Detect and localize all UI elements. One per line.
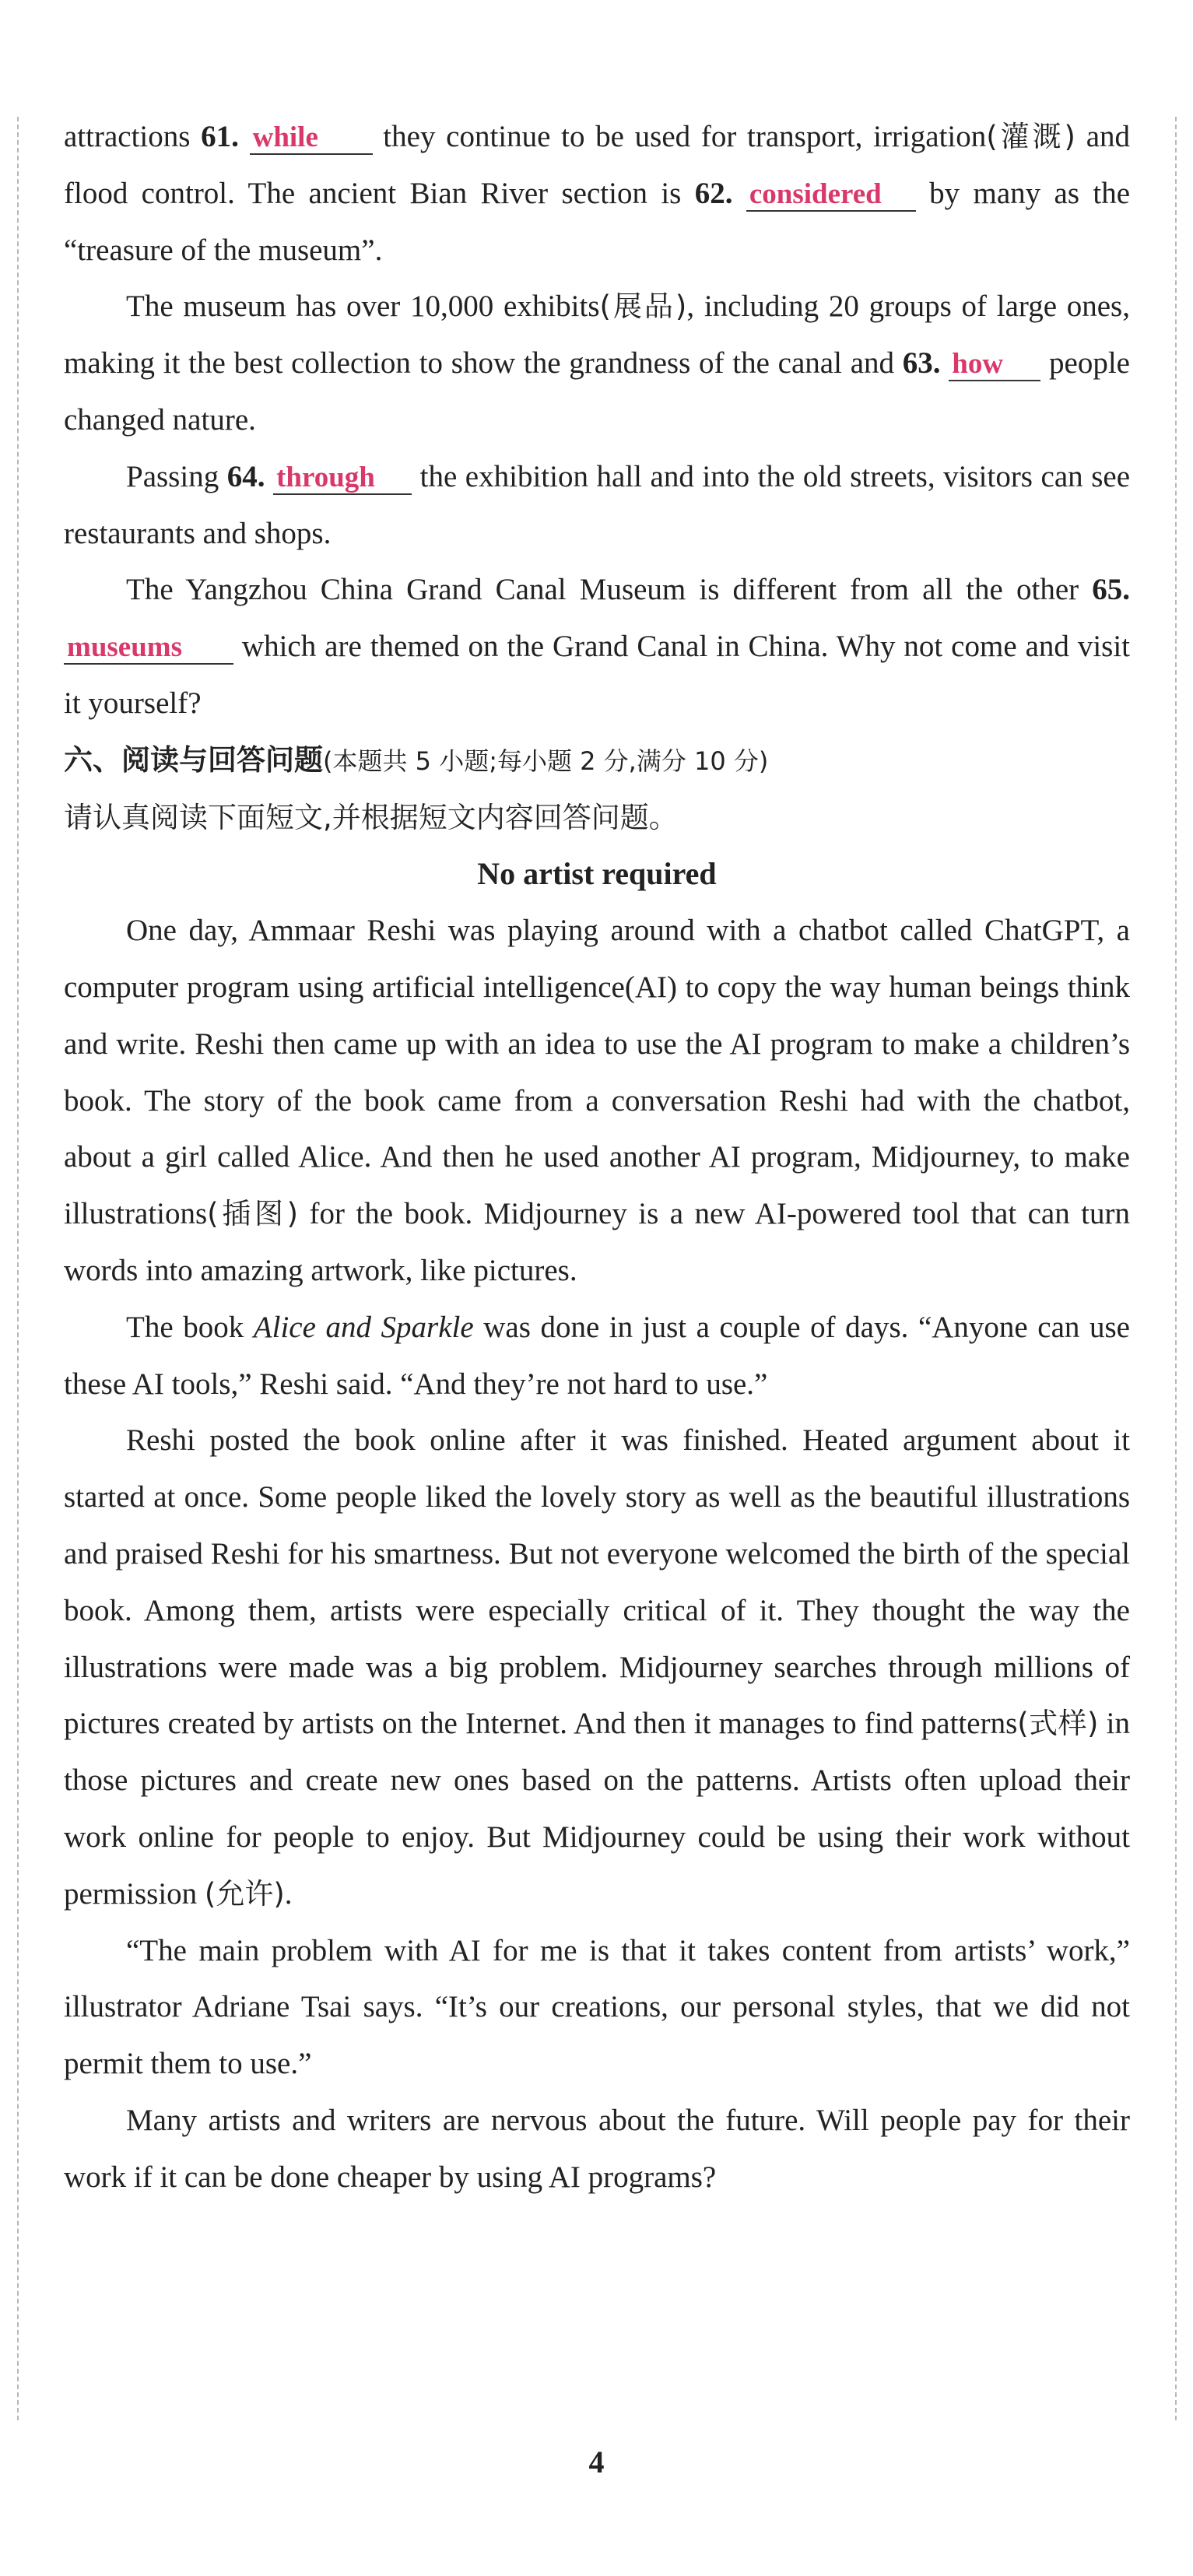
gloss-chinese: (允许)	[204, 1876, 285, 1911]
article-title: No artist required	[477, 856, 717, 892]
book-title: Alice and Sparkle	[253, 1310, 474, 1344]
section-scoring-note: (本题共 5 小题;每小题 2 分,满分 10 分)	[323, 746, 769, 776]
article-paragraph-4: “The main problem with AI for me is that it takes content from artists’ work,” illustrator Adriane Tsai says. “It’s our creations, our personal styles, that we did not permit them to use.”	[64, 1933, 1130, 2081]
page-number: 4	[588, 2444, 605, 2479]
cloze-paragraph-4: The Yangzhou China Grand Canal Museum is different from all the other 65. museums which are themed on the Grand Canal in China. Why not come and visit it yourself?	[64, 573, 1130, 720]
answer-blank-63: how	[949, 349, 1040, 381]
cloze-paragraph-2: The museum has over 10,000 exhibits(展品), including 20 groups of large ones, making it the best collection to show the grandness of the canal and 63. how people changed nature.	[64, 290, 1130, 437]
right-dashed-margin-line	[1175, 117, 1177, 2420]
section-instruction: 请认真阅读下面短文,并根据短文内容回答问题。	[64, 800, 678, 834]
article-paragraph-1: One day, Ammaar Reshi was playing around with a chatbot called ChatGPT, a computer program using artificial intelligence(AI) to copy the way human beings think and write. Reshi then came up with an idea to use the AI program to make a children’s book. The story of the book came from a conversation Reshi had with the chatbot, about a girl called Alice. And then he used another AI program, Midjourney, to make illustrations(插图) for the book. Midjourney is a new AI-powered tool that can turn words into amazing artwork, like pictures.	[64, 914, 1131, 1287]
question-number-61: 61.	[201, 120, 239, 153]
section-heading: 六、阅读与回答问题(本题共 5 小题;每小题 2 分,满分 10 分)	[64, 742, 769, 777]
question-number-63: 63.	[902, 346, 941, 381]
question-number-65: 65.	[1092, 573, 1130, 607]
left-dashed-margin-line	[17, 117, 19, 2420]
answer-blank-61: while	[250, 122, 373, 155]
article-paragraph-2: The book Alice and Sparkle was done in just a couple of days. “Anyone can use these AI tools,” Reshi said. “And they’re not hard to use.”	[64, 1310, 1130, 1401]
page-content	[64, 109, 1130, 2206]
cloze-paragraph-3: Passing 64. through the exhibition hall and into the old streets, visitors can see restaurants and shops.	[64, 459, 1131, 550]
answer-blank-65: museums	[64, 632, 233, 665]
article-paragraph-5: Many artists and writers are nervous about the future. Will people pay for their work if it can be done cheaper by using AI programs?	[64, 2103, 1130, 2194]
cloze-paragraph-1: attractions 61. while they continue to be used for transport, irrigation(灌溉) and flood control. The ancient Bian River section is 62. considered by many as the “treasure of the museum”.	[64, 120, 1131, 267]
gloss-chinese: (式样)	[1017, 1707, 1099, 1741]
gloss-chinese: (展品)	[599, 290, 687, 324]
article-paragraph-3: Reshi posted the book online after it was finished. Heated argument about it started at once. Some people liked the lovely story as well as the beautiful illustrations and praised Reshi for his smartness. But not everyone welcomed the birth of the special book. Among them, artists were especially critical of it. They thought the way the illustrations were made was a big problem. Midjourney searches through millions of pictures created by artists on the Internet. And then it manages to find patterns(式样) in those pictures and create new ones based on the patterns. Artists often upload their work online for people to enjoy. But Midjourney could be using their work without permission (允许).	[64, 1423, 1130, 1911]
gloss-chinese: (插图)	[207, 1197, 299, 1231]
answer-blank-64: through	[273, 462, 412, 495]
question-number-62: 62.	[694, 176, 733, 210]
gloss-chinese: (灌溉)	[986, 120, 1075, 153]
answer-blank-62: considered	[746, 179, 916, 212]
question-number-64: 64.	[226, 459, 265, 493]
